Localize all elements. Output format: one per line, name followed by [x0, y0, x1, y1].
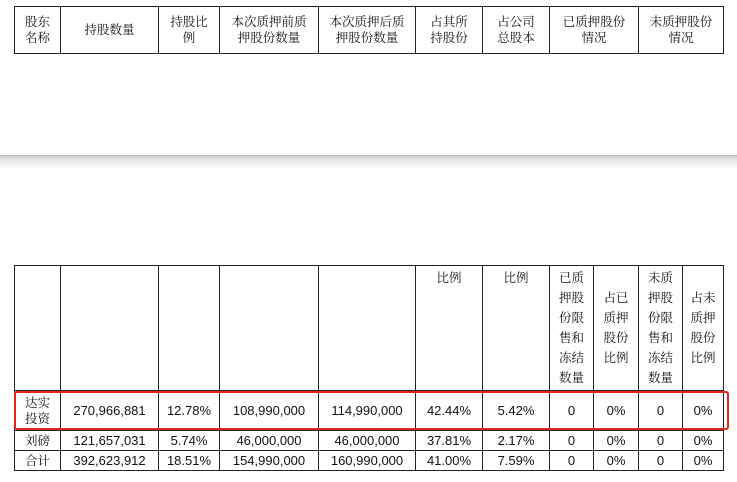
cell-shares: 121,657,031 — [61, 431, 159, 451]
cell-name: 达实 投资 — [15, 391, 61, 431]
cell-shares: 392,623,912 — [61, 451, 159, 471]
header-row — [15, 7, 724, 54]
cell-before: 154,990,000 — [220, 451, 319, 471]
cell-own-pct: 41.00% — [416, 451, 483, 471]
header-own-holding-ratio: 占其所 持股份 — [416, 7, 483, 54]
subheader-row — [15, 266, 724, 391]
header-shareholder-name: 股东 名称 — [15, 7, 61, 54]
cell-total-pct: 2.17% — [483, 431, 550, 451]
subheader-own-ratio: 比例 — [416, 266, 483, 391]
pledge-table-body-page2 — [14, 265, 724, 471]
cell-shares: 270,966,881 — [61, 391, 159, 431]
header-unpledged-status: 未质押股份 情况 — [639, 7, 724, 54]
subheader-unpledged-ratio: 占未 质押 股份 比例 — [683, 266, 724, 391]
page-break-divider — [0, 155, 737, 170]
cell-unpledged-restricted: 0 — [639, 391, 683, 431]
header-shares-held: 持股数量 — [61, 7, 159, 54]
cell-own-pct: 37.81% — [416, 431, 483, 451]
header-pledged-status: 已质押股份 情况 — [550, 7, 639, 54]
cell-unpledged-ratio: 0% — [683, 391, 724, 431]
table-row — [15, 391, 724, 431]
cell-after: 46,000,000 — [319, 431, 416, 451]
cell-total-pct: 5.42% — [483, 391, 550, 431]
cell-ratio: 18.51% — [159, 451, 220, 471]
header-total-share-ratio: 占公司 总股本 — [483, 7, 550, 54]
cell-unpledged-restricted: 0 — [639, 451, 683, 471]
subheader-unpledged-restricted: 未质 押股 份限 售和 冻结 数量 — [639, 266, 683, 391]
subheader-pledged-restricted: 已质 押股 份限 售和 冻结 数量 — [550, 266, 594, 391]
subheader-total-ratio: 比例 — [483, 266, 550, 391]
cell-own-pct: 42.44% — [416, 391, 483, 431]
cell-pledged-restricted: 0 — [550, 451, 594, 471]
cell-name: 合计 — [15, 451, 61, 471]
cell-pledged-restricted: 0 — [550, 431, 594, 451]
header-holding-ratio: 持股比 例 — [159, 7, 220, 54]
cell-pledged-ratio: 0% — [594, 451, 639, 471]
table-row-total — [15, 451, 724, 471]
cell-total-pct: 7.59% — [483, 451, 550, 471]
cell-unpledged-ratio: 0% — [683, 451, 724, 471]
cell-name: 刘磅 — [15, 431, 61, 451]
cell-unpledged-restricted: 0 — [639, 431, 683, 451]
cell-ratio: 12.78% — [159, 391, 220, 431]
subheader-pledged-ratio: 占已 质押 股份 比例 — [594, 266, 639, 391]
table-row — [15, 431, 724, 451]
cell-before: 46,000,000 — [220, 431, 319, 451]
cell-pledged-ratio: 0% — [594, 391, 639, 431]
cell-pledged-restricted: 0 — [550, 391, 594, 431]
cell-ratio: 5.74% — [159, 431, 220, 451]
cell-after: 114,990,000 — [319, 391, 416, 431]
cell-pledged-ratio: 0% — [594, 431, 639, 451]
pledge-table-header-page1 — [14, 6, 724, 54]
cell-before: 108,990,000 — [220, 391, 319, 431]
header-pledged-before: 本次质押前质 押股份数量 — [220, 7, 319, 54]
header-pledged-after: 本次质押后质 押股份数量 — [319, 7, 416, 54]
cell-after: 160,990,000 — [319, 451, 416, 471]
cell-unpledged-ratio: 0% — [683, 431, 724, 451]
